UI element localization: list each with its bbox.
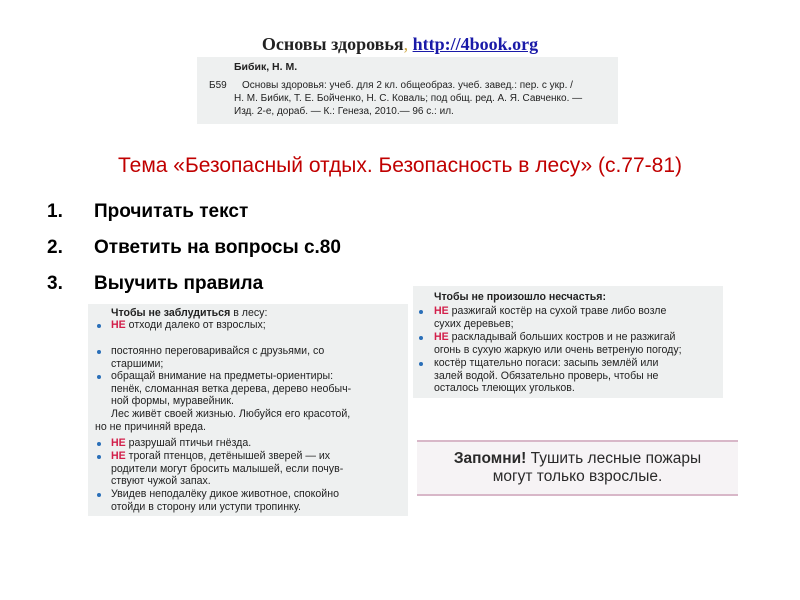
bullet-icon [419,362,423,366]
remember-text: Тушить лесные пожары [526,450,702,467]
card-line-3: Изд. 2-е, дораб. — К.: Генеза, 2010.— 96 с.: ил. [234,106,454,117]
rule-line: костёр тщательно погаси: засыпь землёй или [434,357,659,369]
paragraph-line: Лес живёт своей жизнью. Любуйся его красотой, [111,408,351,420]
remember-line-1 [417,450,738,468]
book-title: Основы здоровья [261,34,404,54]
rule-line [111,437,251,450]
task-item [47,235,341,271]
book-link[interactable]: http://4book.org [412,34,539,54]
rule-line: ной формы, муравейник. [111,395,234,407]
book-header [0,34,800,55]
rule-line: обращай внимание на предметы-ориентиры: [111,370,334,382]
not-word: НЕ [434,331,449,343]
bullet-icon [97,375,101,379]
rule-line: сухих деревьев; [434,318,514,330]
task-number: 2. [47,237,63,258]
rule-line: ствуют чужой запах. [111,475,211,487]
bullet-icon [97,493,101,497]
excerpt-title-bold: Чтобы не заблудиться [111,307,231,319]
not-word: НЕ [111,319,126,331]
rule-text: раскладывай больших костров и не разжигай [448,331,676,343]
rule-line: родители могут бросить малышей, если почув- [111,463,344,475]
excerpt-title-rest: в лесу: [230,307,268,319]
rule-line: осталось тлеющих угольков. [434,382,575,394]
rule-text: разжигай костёр на сухой траве либо возле [448,305,667,317]
bullet-icon [97,442,101,446]
task-list [47,199,341,307]
remember-line-2: могут только взрослые. [492,468,663,485]
bullet-icon [419,336,423,340]
bullet-icon [97,324,101,328]
card-author: Бибик, Н. М. [234,61,298,73]
bullet-icon [97,350,101,354]
task-number: 3. [47,273,63,294]
rule-line [111,319,266,332]
task-item [47,199,341,235]
fire-safety-excerpt [413,286,723,398]
not-word: НЕ [111,437,126,449]
rule-line: отойди в сторону или уступи тропинку. [111,501,301,513]
rule-text: разрушай птичьи гнёзда. [125,437,252,449]
paragraph-line: но не причиняй вреда. [95,421,206,433]
rule-line [111,450,330,463]
excerpt-title: Чтобы не произошло несчастья: [434,291,607,303]
lesson-topic: Тема «Безопасный отдых. Безопасность в лесу» (с.77-81) [118,154,682,177]
rule-line: залей водой. Обязательно проверь, чтобы не [434,370,659,382]
remember-label: Запомни! [453,450,527,467]
rule-line [434,331,675,344]
bullet-icon [97,455,101,459]
task-text: Выучить правила [94,273,264,294]
bullet-icon [419,310,423,314]
excerpt-title [111,307,267,320]
rule-line [434,305,666,318]
card-line-1: Основы здоровья: учеб. для 2 кл. общеобраз. учеб. завед.: пер. с укр. / [242,80,573,91]
forest-rules-excerpt [88,304,408,516]
remember-box [417,440,738,496]
card-code: Б59 [209,80,227,91]
not-word: НЕ [111,450,126,462]
card-line-2: Н. М. Бибик, Т. Е. Бойченко, Н. С. Коваль; под общ. ред. А. Я. Савченко. — [234,93,583,104]
task-number: 1. [47,201,63,222]
rule-line: постоянно переговаривайся с друзьями, со [111,345,325,357]
task-text: Прочитать текст [94,201,249,222]
catalog-card [197,57,618,124]
task-text: Ответить на вопросы с.80 [94,237,341,258]
rule-line: старшими; [111,358,164,370]
rule-line: Увидев неподалёку дикое животное, спокойно [111,488,339,500]
task-item [47,271,341,307]
rule-line: пенёк, сломанная ветка дерева, дерево необыч- [111,383,352,395]
rule-line: огонь в сухую жаркую или очень ветреную погоду; [434,344,682,356]
rule-text: отходи далеко от взрослых; [125,319,266,331]
not-word: НЕ [434,305,449,317]
title-separator: , [403,34,409,54]
rule-text: трогай птенцов, детёнышей зверей — их [125,450,331,462]
